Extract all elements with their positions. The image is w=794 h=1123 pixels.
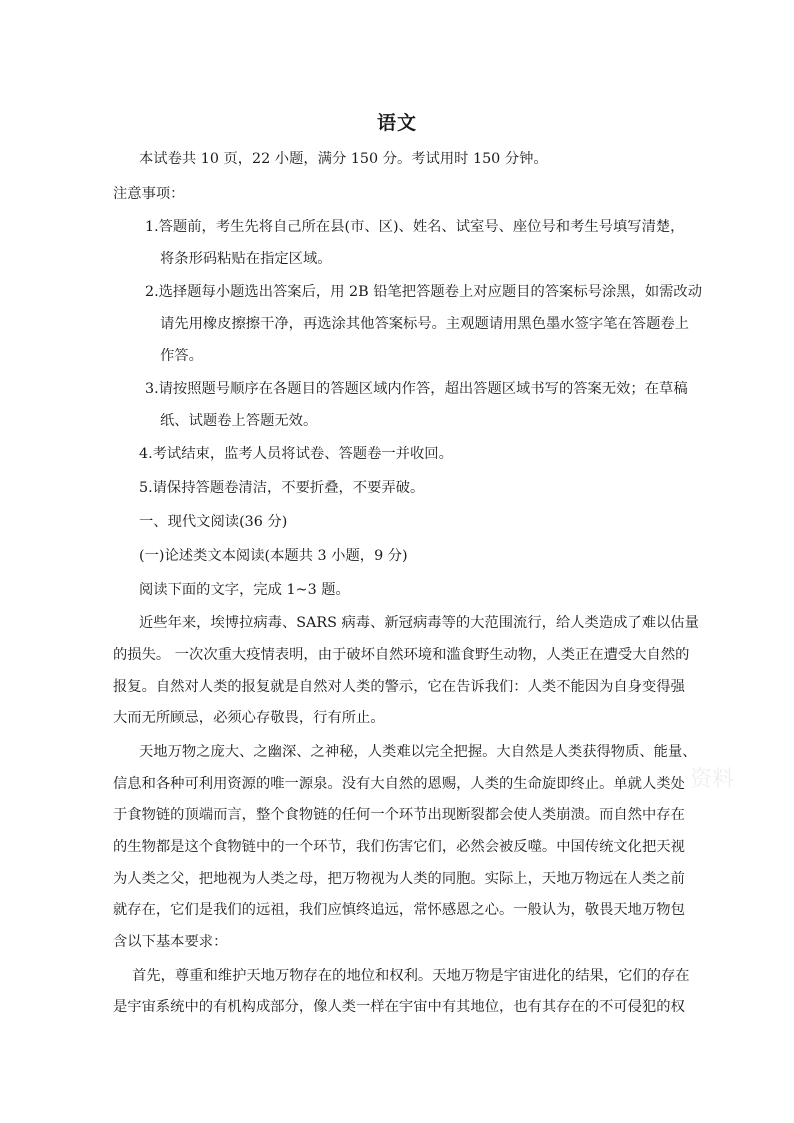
paragraph-3-line: 是宇宙系统中的有机构成部分，像人类一样在宇宙中有其地位，也有其存在的不可侵犯的权 — [113, 999, 685, 1015]
paragraph-2-line: 于食物链的顶端而言，整个食物链的任何一个环节出现断裂都会使人类崩溃。而自然中存在 — [113, 807, 685, 823]
paragraph-1-line: 报复。自然对人类的报复就是自然对人类的警示，它在告诉我们：人类不能因为自身变得强 — [113, 679, 685, 695]
notice-heading: 注意事项： — [113, 186, 185, 202]
notice-item-2-cont: 请先用橡皮擦擦干净，再选涂其他答案标号。主观题请用黑色墨水签字笔在答题卷上 — [160, 316, 689, 332]
notice-item-1-cont: 将条形码粘贴在指定区域。 — [160, 251, 332, 267]
paragraph-2-line: 就存在，它们是我们的远祖，我们应慎终追远，常怀感恩之心。一般认为，敬畏天地万物包 — [113, 902, 685, 918]
subsection-heading: (一)论述类文本阅读(本题共 3 小题，9 分) — [139, 548, 408, 564]
notice-item-2-cont2: 作答。 — [160, 348, 203, 364]
reading-instruction: 阅读下面的文字，完成 1~3 题。 — [139, 582, 350, 598]
notice-item-4: 4.考试结束，监考人员将试卷、答题卷一并收回。 — [139, 446, 453, 462]
paragraph-1-line: 的损失。 一次次重大疫情表明，由于破坏自然环境和滥食野生动物，人类正在遭受大自然的 — [113, 647, 690, 663]
watermark: 资料 — [690, 767, 735, 792]
paragraph-2-line: 为人类之父，把地视为人类之母，把万物视为人类的同胞。实际上，天地万物远在人类之前 — [113, 871, 685, 887]
paragraph-2-line: 信息和各种可利用资源的唯一源泉。没有大自然的恩赐，人类的生命旋即终止。单就人类处 — [113, 776, 685, 792]
notice-item-5: 5.请保持答题卷清洁，不要折叠，不要弄破。 — [139, 480, 425, 496]
page-title: 语文 — [376, 112, 417, 134]
paragraph-3-line: 首先，尊重和维护天地万物存在的地位和权利。天地万物是宇宙进化的结果，它们的存在 — [132, 968, 690, 984]
notice-item-3-cont: 纸、试题卷上答题无效。 — [160, 413, 318, 429]
paragraph-2-line: 天地万物之庞大、之幽深、之神秘，人类难以完全把握。大自然是人类获得物质、能量、 — [139, 744, 697, 760]
notice-item-3: 3.请按照题号顺序在各题目的答题区域内作答，超出答题区域书写的答案无效；在草稿 — [145, 381, 688, 397]
section-heading: 一、现代文阅读(36 分) — [139, 514, 288, 530]
paragraph-1-line: 大而无所顾忌，必须心存敬畏，行有所止。 — [113, 710, 385, 726]
notice-item-2: 2.选择题每小题选出答案后，用 2B 铅笔把答题卷上对应题目的答案标号涂黑，如需改动 — [145, 284, 703, 300]
notice-item-1: 1.答题前，考生先将自己所在县(市、区)、姓名、试室号、座位号和考生号填写清楚， — [145, 219, 685, 235]
intro-text: 本试卷共 10 页，22 小题，满分 150 分。考试用时 150 分钟。 — [139, 151, 548, 167]
paragraph-2-line: 含以下基本要求： — [113, 934, 228, 950]
paragraph-2-line: 的生物都是这个食物链中的一个环节，我们伤害它们，必然会被反噬。中国传统文化把天视 — [113, 839, 685, 855]
paragraph-1-line: 近些年来，埃博拉病毒、SARS 病毒、新冠病毒等的大范围流行，给人类造成了难以估量 — [139, 615, 699, 631]
